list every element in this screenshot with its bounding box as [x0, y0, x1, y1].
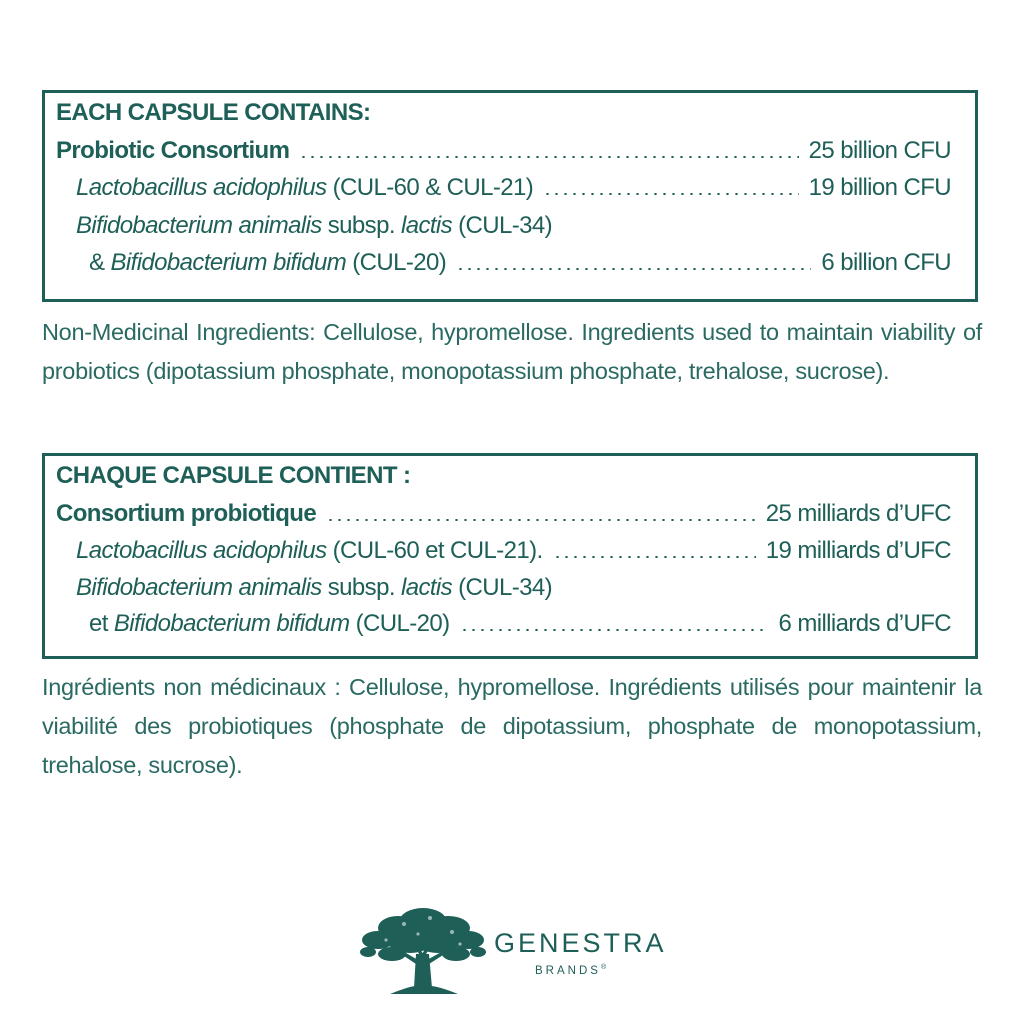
panel-heading: CHAQUE CAPSULE CONTIENT :: [56, 462, 411, 489]
ingredient-amount: 19 milliards d’UFC: [765, 537, 951, 564]
dot-leader: [299, 156, 798, 158]
ingredient-label: [76, 212, 552, 240]
ingredient-amount: 25 billion CFU: [808, 137, 951, 164]
ingredient-row-lactobacillus: [76, 168, 951, 202]
strain-codes: (CUL-60 & CUL-21): [326, 174, 534, 201]
conjunction: &: [89, 249, 111, 276]
registered-mark: ®: [600, 964, 607, 971]
tree-icon: [360, 902, 486, 1000]
dot-leader: [460, 629, 769, 631]
dot-leader: [456, 268, 811, 270]
species-name: Bifidobacterium bifidum: [110, 249, 347, 276]
ingredient-row-bifidobacterium-animalis: [76, 206, 951, 240]
ingredient-amount: 19 billion CFU: [808, 174, 951, 201]
ingredient-label: [76, 574, 552, 602]
conjunction: et: [89, 610, 114, 637]
non-medicinal-ingredients-english: Non-Medicinal Ingredients: Cellulose, hypromellose. Ingredients used to maintain viability of probiotics (dipotassium phosphate, monopotassium phosphate, trehalose, sucrose).: [42, 319, 982, 384]
ingredient-row-lactobacillus: [76, 531, 951, 565]
ingredient-label: Probiotic Consortium: [56, 137, 290, 164]
non-medicinal-ingredients-french: Ingrédients non médicinaux : Cellulose, hypromellose. Ingrédients utilisés pour maintenir la viabilité des probiotiques (phosphate de dipotassium, phosphate de monopotassium, trehalose, sucrose).: [42, 674, 982, 778]
subspecies-name: lactis: [400, 212, 453, 239]
brand-sub-text: BRANDS: [535, 964, 601, 977]
ingredients-panel-english: [42, 90, 978, 302]
species-name: Lactobacillus acidophilus: [76, 174, 327, 201]
dot-leader: [326, 519, 756, 521]
ingredient-row-bifidobacterium-bifidum: [89, 243, 951, 277]
ingredient-label: [76, 537, 543, 565]
strain-codes: (CUL-34): [452, 574, 553, 601]
ingredient-label: [89, 249, 446, 277]
species-name: Lactobacillus acidophilus: [76, 537, 327, 564]
strain-codes: (CUL-34): [452, 212, 553, 239]
dot-leader: [553, 556, 756, 558]
ingredient-row-consortium: [56, 494, 951, 528]
ingredients-panel-french: [42, 453, 978, 659]
species-name: Bifidobacterium bifidum: [113, 610, 350, 637]
brand-logo: [360, 902, 670, 1002]
ingredient-amount: 6 billion CFU: [821, 249, 951, 276]
ingredient-label: [76, 174, 533, 202]
ingredient-row-consortium: [56, 131, 951, 165]
subspecies-name: lactis: [400, 574, 453, 601]
strain-codes: (CUL-20): [349, 610, 450, 637]
dot-leader: [543, 193, 799, 195]
ingredient-row-bifidobacterium-bifidum: [89, 604, 951, 638]
species-name: Bifidobacterium animalis: [76, 574, 322, 601]
ingredient-amount: 25 milliards d’UFC: [765, 500, 951, 527]
strain-codes: (CUL-20): [346, 249, 447, 276]
ingredient-amount: 6 milliards d’UFC: [778, 610, 951, 637]
ingredient-row-bifidobacterium-animalis: [76, 568, 951, 602]
subspecies-prefix: subsp.: [321, 212, 401, 239]
ingredient-label: Consortium probiotique: [56, 500, 317, 527]
panel-heading: EACH CAPSULE CONTAINS:: [56, 99, 371, 126]
species-name: Bifidobacterium animalis: [76, 212, 322, 239]
brand-name: GENESTRA: [494, 928, 667, 958]
strain-codes: (CUL-60 et CUL-21).: [326, 537, 543, 564]
brand-subtitle: [535, 964, 606, 977]
ingredient-label: [89, 610, 450, 638]
subspecies-prefix: subsp.: [321, 574, 401, 601]
